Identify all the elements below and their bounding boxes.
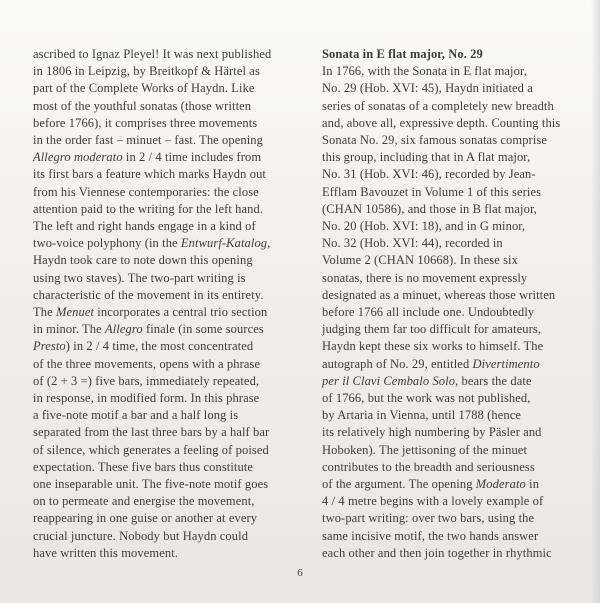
- text-line: on to permeate and energise the movement,: [33, 494, 255, 509]
- text-line: same incisive motif, the two hands answer: [322, 528, 539, 543]
- text-line: one inseparable unit. The five-note motif goes: [33, 477, 269, 492]
- text-line: before 1766), it comprises three movements: [33, 115, 258, 130]
- text-line: in the order fast – minuet – fast. The opening: [33, 133, 264, 148]
- text-line: part of the Complete Works of Haydn. Like: [33, 81, 255, 96]
- text-line: each other and then join together in rhythmic: [322, 545, 552, 560]
- text-line: a five-note motif a bar and a half long is: [33, 408, 239, 423]
- text-line: In 1766, with the Sonata in E flat major,: [322, 64, 527, 79]
- text-line: series of sonatas of a completely new breadth: [322, 98, 554, 113]
- text-line: designated as a minuet, whereas those written: [322, 287, 556, 302]
- text-line: two-voice polyphony (in the Entwurf-Katalog,: [33, 236, 271, 251]
- text-line: Volume 2 (CHAN 10668). In these six: [322, 253, 518, 268]
- text-line: and, above all, expressive depth. Counting this: [322, 115, 561, 130]
- text-line: Haydn kept these six works to himself. The: [322, 339, 544, 354]
- text-line: its relatively high numbering by Päsler and: [322, 425, 542, 440]
- text-line: The left and right hands engage in a kind of: [33, 219, 256, 234]
- text-line: in minor. The Allegro finale (in some sources: [33, 322, 264, 337]
- section-body: [322, 63, 598, 562]
- text-line: judging them far too difficult for amateurs,: [322, 322, 542, 337]
- text-line: Haydn took care to note down this opening: [33, 253, 253, 268]
- text-line: of (2 + 3 =) five bars, immediately repeated,: [33, 373, 260, 388]
- text-line: expectation. These five bars thus constitute: [33, 459, 254, 474]
- text-line: in response, in modified form. In this phrase: [33, 391, 260, 406]
- text-line: before 1766 all include one. Undoubtedly: [322, 305, 535, 320]
- text-line: its first bars a feature which marks Haydn out: [33, 167, 267, 182]
- section-heading: Sonata in E flat major, No. 29: [322, 47, 483, 61]
- text-line: Sonata No. 29, six famous sonatas comprise: [322, 133, 548, 148]
- text-line: of silence, which generates a feeling of poised: [33, 442, 269, 457]
- text-line: separated from the last three bars by a half bar: [33, 425, 270, 440]
- text-line: attention paid to the writing for the left hand.: [33, 201, 264, 216]
- left-text-column: [33, 46, 309, 562]
- text-line: by Artaria in Vienna, until 1788 (hence: [322, 408, 522, 423]
- text-line: of the three movements, opens with a phrase: [33, 356, 261, 371]
- text-line: ascribed to Ignaz Pleyel! It was next published: [33, 47, 272, 61]
- text-line: No. 32 (Hob. XVI: 44), recorded in: [322, 236, 503, 251]
- text-line: of the argument. The opening Moderato in: [322, 477, 540, 492]
- text-line: No. 20 (Hob. XVI: 18), and in G minor,: [322, 219, 526, 234]
- text-line: in 1806 in Leipzig, by Breitkopf & Härtel as: [33, 64, 260, 79]
- text-line: per il Clavi Cembalo Solo, bears the date: [322, 373, 532, 388]
- right-text-column: [322, 46, 598, 562]
- text-line: using two staves). The two-part writing is: [33, 270, 246, 285]
- text-line: No. 29 (Hob. XVI: 45), Haydn initiated a: [322, 81, 533, 96]
- page-number: 6: [297, 567, 303, 579]
- text-line: Efflam Bavouzet in Volume 1 of this series: [322, 184, 542, 199]
- text-line: Hoboken). The jettisoning of the minuet: [322, 442, 528, 457]
- text-line: of 1766, but the work was not published,: [322, 391, 531, 406]
- text-line: this group, including that in A flat major,: [322, 150, 531, 165]
- text-line: 4 / 4 metre begins with a lovely example of: [322, 494, 544, 509]
- text-line: No. 31 (Hob. XVI: 46), recorded by Jean-: [322, 167, 536, 182]
- text-line: most of the youthful sonatas (those written: [33, 98, 252, 113]
- text-line: Allegro moderato in 2 / 4 time includes from: [33, 150, 262, 165]
- text-line: have written this movement.: [33, 545, 179, 560]
- text-line: autograph of No. 29, entitled Divertimento: [322, 356, 540, 371]
- text-line: reappearing in one guise or another at every: [33, 511, 258, 526]
- text-line: crucial juncture. Nobody but Haydn could: [33, 528, 249, 543]
- text-line: The Menuet incorporates a central trio section: [33, 305, 268, 320]
- text-line: (CHAN 10586), and those in B flat major,: [322, 201, 537, 216]
- text-line: contributes to the breadth and seriousness: [322, 459, 535, 474]
- text-line: from his Viennese contemporaries: the close: [33, 184, 259, 199]
- text-line: characteristic of the movement in its entirety.: [33, 287, 264, 302]
- text-line: sonatas, there is no movement expressly: [322, 270, 528, 285]
- text-line: Presto) in 2 / 4 time, the most concentrated: [33, 339, 254, 354]
- text-line: two-part writing: over two bars, using the: [322, 511, 535, 526]
